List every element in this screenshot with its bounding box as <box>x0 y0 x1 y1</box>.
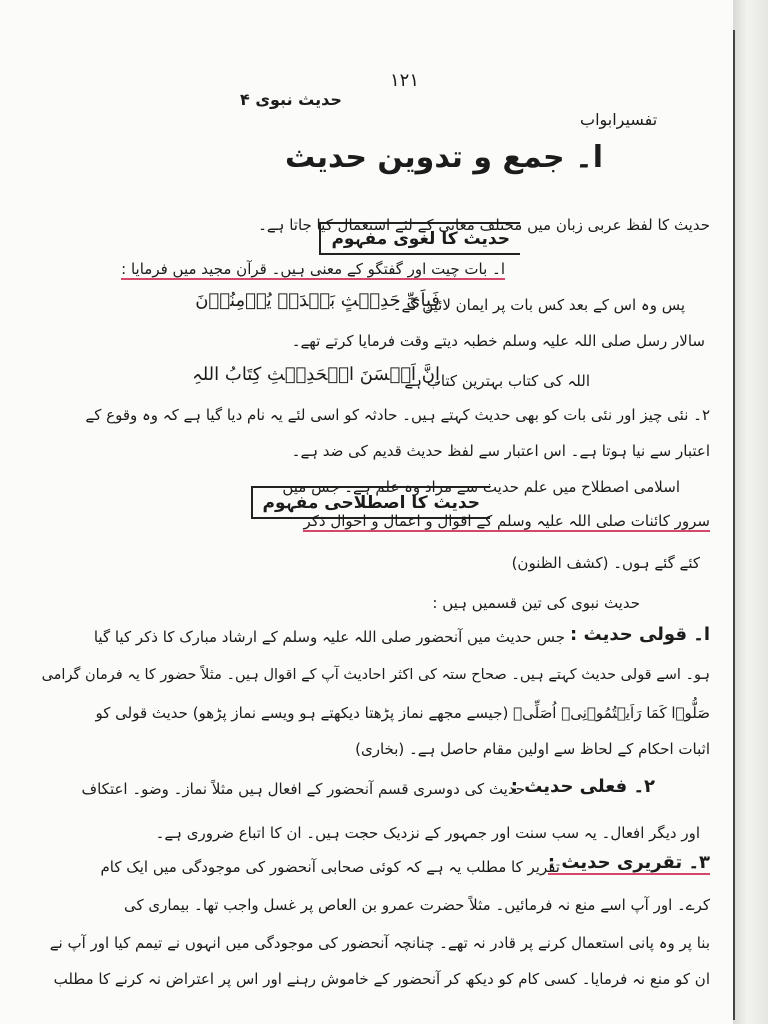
taqriri-line-4: ان کو منع نہ فرمایا۔ کسی کام کو دیکھ کر آنحضور کے خاموش رہنے اور اس پر اعتراض نہ کرنے کا مطلب <box>53 970 710 988</box>
types-intro: حدیث نبوی کی تین قسمیں ہیں : <box>432 594 640 612</box>
qawli-heading: ا۔ قولی حدیث : <box>570 624 710 645</box>
feli-line-1: حدیث کی دوسری قسم آنحضور کے افعال ہیں مثلاً نماز۔ وضو۔ اعتکاف <box>81 780 525 798</box>
hadith-arabic: اِنَّ اَحۡسَنَ الۡحَدِیۡثِ کِتَابُ اللہِ <box>192 364 440 385</box>
subject-label: حدیث نبوی ۴ <box>240 90 342 109</box>
linguistic-line-4: ۲۔ نئی چیز اور نئی بات کو بھی حدیث کہتے ہیں۔ حادثہ کو اسی لئے یہ نام دیا گیا ہے کہ وہ وقوع کے <box>85 406 710 424</box>
qawli-line-3: صَلُّوۡا کَمَا رَاَیۡتُمُوۡنِیۡ اُصَلِّیۡ (جیسے مجھے نماز پڑھتا دیکھتے ہو ویسے نماز پڑھو) حدیث قولی کو <box>95 704 710 722</box>
qawli-line-2: ہو۔ اسے قولی حدیث کہتے ہیں۔ صحاح ستہ کی اکثر احادیث آپ کے اقوال ہیں۔ مثلاً حضور کا یہ فرمان گرامی <box>41 667 710 683</box>
linguistic-line-2-text: ا۔ بات چیت اور گفتگو کے معنی ہیں۔ قرآن مجید میں فرمایا : <box>121 260 505 278</box>
taqriri-line-3: بنا پر وہ پانی استعمال کرنے پر قادر نہ تھے۔ چنانچہ آنحضور کی موجودگی میں انہوں نے تیمم کیا اور آپ نے <box>49 934 710 952</box>
taqriri-line-2: کرے۔ اور آپ اسے منع نہ فرمائیں۔ مثلاً حضرت عمرو بن العاص پر غسل واجب تھا۔ بیماری کی <box>123 896 710 914</box>
feli-line-2: اور دیگر افعال۔ یہ سب سنت اور جمہور کے نزدیک حجت ہیں۔ ان کا اتباع ضروری ہے۔ <box>155 824 700 842</box>
qawli-line-1: جس حدیث میں آنحضور صلی اللہ علیہ وسلم کے ارشاد مبارک کا ذکر کیا گیا <box>93 628 565 646</box>
taqriri-line-1: تقریر کا مطلب یہ ہے کہ کوئی صحابی آنحضور کی موجودگی میں ایک کام <box>100 858 560 876</box>
page-number: ۱۲۱ <box>390 70 420 91</box>
hadith-translation: اللہ کی کتاب بہترین کتاب ہے <box>404 372 590 390</box>
linguistic-line-1: حدیث کا لفظ عربی زبان میں مختلف معانی کے لئے استعمال کیا جاتا ہے۔ <box>258 216 710 234</box>
linguistic-line-2 <box>121 258 505 280</box>
chapter-label: تفسیرابواب <box>580 110 658 129</box>
linguistic-line-3: سالار رسل صلی اللہ علیہ وسلم خطبہ دیتے وقت فرمایا کرتے تھے۔ <box>291 332 705 350</box>
technical-line-2 <box>303 510 710 532</box>
page-title: ا۔ جمع و تدوین حدیث <box>285 140 603 175</box>
technical-line-3: کئے گئے ہوں۔ (کشف الظنون) <box>511 554 700 572</box>
linguistic-heading: حدیث کا لغوی مفہوم <box>331 229 510 249</box>
quran-verse-translation: پس وہ اس کے بعد کس بات پر ایمان لائیں گے۔ <box>392 296 685 314</box>
feli-heading: ۲۔ فعلی حدیث : <box>510 776 655 797</box>
taqriri-heading <box>548 852 710 873</box>
technical-heading: حدیث کا اصطلاحی مفہوم <box>262 493 480 513</box>
technical-line-2-text: سرور کائنات صلی اللہ علیہ وسلم کے اقوال و اعمال و احوال ذکر <box>303 512 710 530</box>
technical-line-1: اسلامی اصطلاح میں علم حدیث سے مراد وہ علم ہے۔ جس میں <box>282 478 680 496</box>
taqriri-heading-text: ۳۔ تقریری حدیث : <box>547 852 710 873</box>
linguistic-line-5: اعتبار سے نیا ہوتا ہے۔ اس اعتبار سے لفظ حدیث قدیم کی ضد ہے۔ <box>291 442 710 460</box>
quran-verse: فَبِاَیِّ حَدِیۡثٍ بَعۡدَہٗ یُؤۡمِنُوۡنَ <box>195 290 440 311</box>
qawli-line-4: اثبات احکام کے لحاظ سے اولین مقام حاصل ہے۔ (بخاری) <box>355 740 710 758</box>
